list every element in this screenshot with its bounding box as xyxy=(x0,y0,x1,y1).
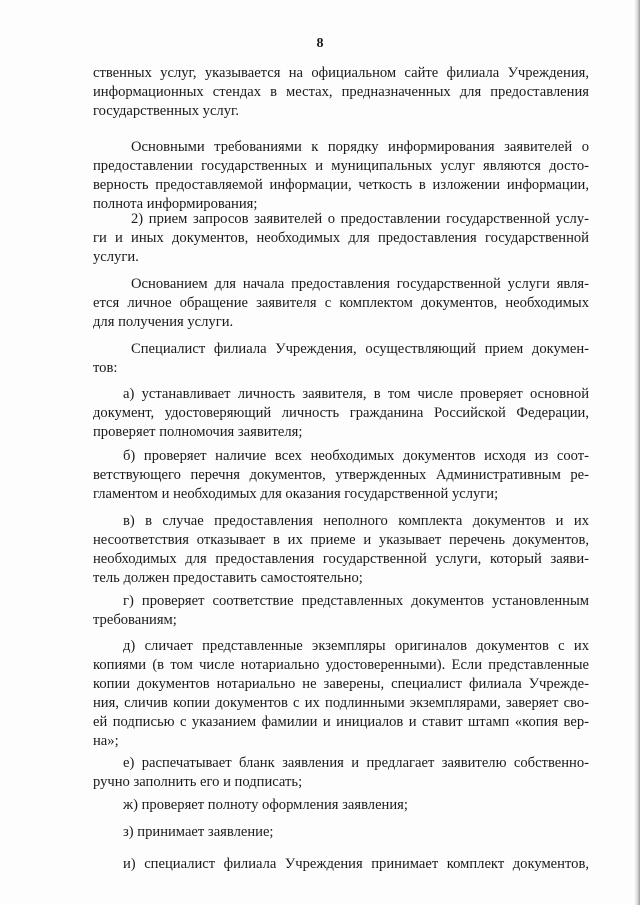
text-line: б) проверяет наличие всех необходимых документов исходя из соот- xyxy=(123,448,589,464)
paragraph xyxy=(93,637,589,751)
text-line: гламентом и необходимых для оказания государственной услуги; xyxy=(93,486,499,502)
text-line: а) устанавливает личность заявителя, в том числе проверяет основной xyxy=(123,386,589,402)
text-line: ги и иных документов, необходимых для предоставления государственной xyxy=(93,230,589,246)
paragraph xyxy=(93,275,589,332)
text-line: копии документов нотариально не заверены, специалист филиала Учрежде- xyxy=(93,676,589,692)
text-line: Специалист филиала Учреждения, осуществляющий прием докумен- xyxy=(131,341,589,357)
text-line: проверяет полномочия заявителя; xyxy=(93,424,303,440)
text-line: государственных услуг. xyxy=(93,103,239,119)
page-number: 8 xyxy=(316,36,324,51)
text-line: документ, удостоверяющий личность гражданина Российской Федерации, xyxy=(93,405,589,421)
text-line: ей подписью с указанием фамилии и инициалов и ставит штамп «копия вер- xyxy=(93,714,589,730)
paragraph xyxy=(93,210,589,267)
text-line: на»; xyxy=(93,733,119,749)
text-line: ния, сличив копии документов с их подлинными экземплярами, заверяет сво- xyxy=(93,695,589,711)
text-line: з) принимает заявление; xyxy=(123,824,274,840)
paragraph xyxy=(93,823,589,842)
paragraph xyxy=(93,592,589,630)
paragraph xyxy=(93,754,589,792)
text-line: Основными требованиями к порядку информирования заявителей о xyxy=(131,139,589,155)
paragraph xyxy=(93,385,589,442)
text-line: в) в случае предоставления неполного комплекта документов и их xyxy=(123,513,589,529)
scan-page-edge xyxy=(634,0,640,905)
paragraph xyxy=(93,855,589,874)
text-line: ветствующего перечня документов, утвержденных Административным ре- xyxy=(93,467,589,483)
text-line: ж) проверяет полноту оформления заявления; xyxy=(123,797,408,813)
text-line: тель должен предоставить самостоятельно; xyxy=(93,570,363,586)
paragraph xyxy=(93,138,589,214)
paragraph xyxy=(93,64,589,121)
paragraph xyxy=(93,447,589,504)
text-line: е) распечатывает бланк заявления и предлагает заявителю собственно- xyxy=(123,755,589,771)
text-line: верность предоставляемой информации, четкость в изложении информации, xyxy=(93,177,589,193)
text-line: ственных услуг, указывается на официальном сайте филиала Учреждения, xyxy=(93,65,589,81)
text-line: тов: xyxy=(93,360,118,376)
text-line: ручно заполнить его и подписать; xyxy=(93,774,303,790)
text-line: г) проверяет соответствие представленных документов установленным xyxy=(123,593,589,609)
text-line: полнота информирования; xyxy=(93,196,258,212)
text-line: несоответствия отказывает в их приеме и указывает перечень документов, xyxy=(93,532,589,548)
text-line: информационных стендах в местах, предназначенных для предоставления xyxy=(93,84,589,100)
text-line: д) сличает представленные экземпляры оригиналов документов с их xyxy=(123,638,589,654)
text-line: услуги. xyxy=(93,249,139,265)
text-line: и) специалист филиала Учреждения принимает комплект документов, xyxy=(123,856,589,872)
text-line: предоставлении государственных и муниципальных услуг являются досто- xyxy=(93,158,589,174)
text-line: для получения услуги. xyxy=(93,314,234,330)
paragraph xyxy=(93,796,589,815)
text-line: копиями (в том числе нотариально удостоверенными). Если представленные xyxy=(93,657,589,673)
text-line: 2) прием запросов заявителей о предоставлении государственной услу- xyxy=(131,211,589,227)
text-line: необходимых для предоставления государственной услуги, который заяви- xyxy=(93,551,589,567)
text-line: требованиям; xyxy=(93,612,177,628)
paragraph xyxy=(93,340,589,378)
text-line: ется личное обращение заявителя с комплектом документов, необходимых xyxy=(93,295,589,311)
text-line: Основанием для начала предоставления государственной услуги явля- xyxy=(131,276,589,292)
paragraph xyxy=(93,512,589,588)
